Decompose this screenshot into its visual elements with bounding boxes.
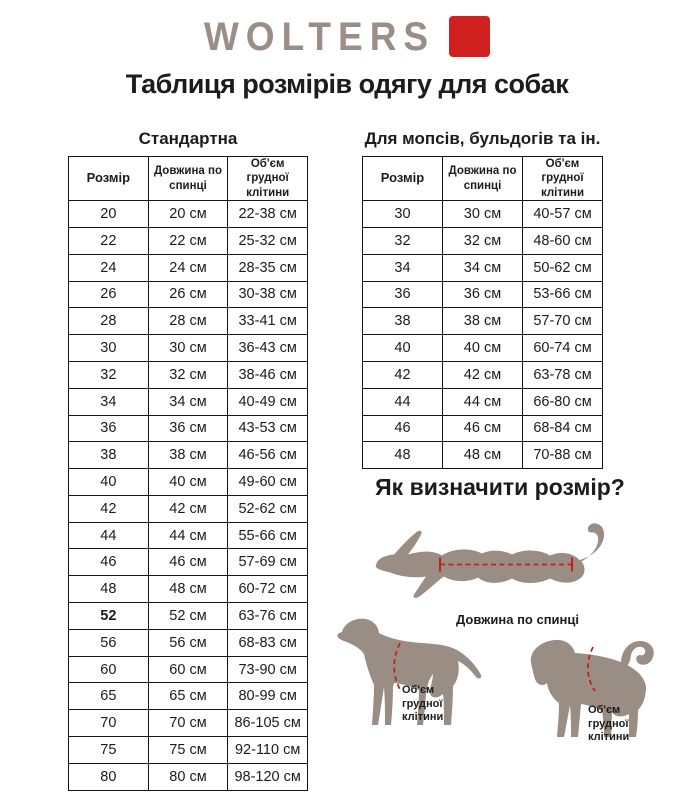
table-row xyxy=(363,442,603,469)
cell-size: 75 xyxy=(69,737,149,764)
cell-back-length: 32 см xyxy=(148,361,228,388)
cell-chest: 46-56 см xyxy=(228,442,308,469)
cell-back-length: 36 см xyxy=(148,415,228,442)
guide-title: Як визначити розмір? xyxy=(375,474,625,500)
table-row xyxy=(69,603,308,630)
cell-chest: 38-46 см xyxy=(228,361,308,388)
table-row xyxy=(69,683,308,710)
cell-size: 34 xyxy=(69,388,149,415)
cell-size: 80 xyxy=(69,763,149,790)
cell-chest: 33-41 см xyxy=(228,308,308,335)
cell-back-length: 22 см xyxy=(148,227,228,254)
table-row xyxy=(69,335,308,362)
cell-size: 34 xyxy=(363,254,443,281)
cell-size: 32 xyxy=(69,361,149,388)
cell-back-length: 34 см xyxy=(148,388,228,415)
cell-back-length: 38 см xyxy=(443,308,523,335)
cell-chest: 66-80 см xyxy=(523,388,603,415)
table-header-row xyxy=(69,157,308,201)
cell-chest: 63-78 см xyxy=(523,361,603,388)
cell-size: 38 xyxy=(363,308,443,335)
cell-chest: 36-43 см xyxy=(228,335,308,362)
dog-topview-silhouette-icon xyxy=(372,516,612,612)
table-header-row xyxy=(363,157,603,201)
header-size: Розмір xyxy=(69,157,149,201)
cell-back-length: 32 см xyxy=(443,227,523,254)
cell-size: 65 xyxy=(69,683,149,710)
cell-back-length: 36 см xyxy=(443,281,523,308)
cell-size: 42 xyxy=(69,495,149,522)
table-row xyxy=(69,576,308,603)
cell-back-length: 80 см xyxy=(148,763,228,790)
cell-size: 32 xyxy=(363,227,443,254)
cell-back-length: 26 см xyxy=(148,281,228,308)
cell-back-length: 46 см xyxy=(148,549,228,576)
header-back-length: Довжина по спинці xyxy=(148,157,228,201)
cell-back-length: 48 см xyxy=(443,442,523,469)
chest-label-line: клітини xyxy=(588,731,630,743)
table-row xyxy=(69,495,308,522)
header-chest: Об'єм грудної клітини xyxy=(228,157,308,201)
table-row xyxy=(69,469,308,496)
cell-back-length: 48 см xyxy=(148,576,228,603)
header-back-length: Довжина по спинці xyxy=(443,157,523,201)
table-row xyxy=(363,227,603,254)
cell-back-length: 44 см xyxy=(443,388,523,415)
cell-chest: 30-38 см xyxy=(228,281,308,308)
cell-size: 20 xyxy=(69,201,149,228)
table-row xyxy=(363,361,603,388)
brand-logo xyxy=(0,16,694,57)
cell-back-length: 70 см xyxy=(148,710,228,737)
cell-back-length: 44 см xyxy=(148,522,228,549)
brand-logo-text: WOLTERS xyxy=(203,14,436,59)
cell-size: 46 xyxy=(69,549,149,576)
table-row xyxy=(69,522,308,549)
pugs-size-table xyxy=(362,156,603,469)
cell-chest: 73-90 см xyxy=(228,656,308,683)
cell-size: 44 xyxy=(69,522,149,549)
cell-size: 46 xyxy=(363,415,443,442)
cell-back-length: 30 см xyxy=(148,335,228,362)
cell-chest: 25-32 см xyxy=(228,227,308,254)
cell-back-length: 28 см xyxy=(148,308,228,335)
cell-back-length: 20 см xyxy=(148,201,228,228)
cell-size: 42 xyxy=(363,361,443,388)
pugs-table-title: Для мопсів, бульдогів та ін. xyxy=(364,129,601,148)
table-row xyxy=(69,737,308,764)
cell-chest: 28-35 см xyxy=(228,254,308,281)
table-row xyxy=(69,281,308,308)
table-row xyxy=(69,549,308,576)
cell-chest: 49-60 см xyxy=(228,469,308,496)
cell-size: 26 xyxy=(69,281,149,308)
cell-chest: 80-99 см xyxy=(228,683,308,710)
cell-size: 30 xyxy=(363,201,443,228)
table-row xyxy=(69,656,308,683)
cell-back-length: 24 см xyxy=(148,254,228,281)
cell-chest: 52-62 см xyxy=(228,495,308,522)
cell-back-length: 42 см xyxy=(148,495,228,522)
cell-chest: 63-76 см xyxy=(228,603,308,630)
standard-table-title: Стандартна xyxy=(138,129,238,148)
table-row xyxy=(69,763,308,790)
cell-size: 40 xyxy=(363,335,443,362)
cell-chest: 98-120 см xyxy=(228,763,308,790)
cell-back-length: 34 см xyxy=(443,254,523,281)
cell-size: 36 xyxy=(69,415,149,442)
page-title: Таблиця розмірів одягу для собак xyxy=(125,69,569,99)
chest-volume-label xyxy=(402,684,443,725)
cell-size: 38 xyxy=(69,442,149,469)
cell-back-length: 60 см xyxy=(148,656,228,683)
table-row xyxy=(363,281,603,308)
header-chest: Об'єм грудної клітини xyxy=(523,157,603,201)
cell-chest: 50-62 см xyxy=(523,254,603,281)
cell-size: 56 xyxy=(69,629,149,656)
table-row xyxy=(363,335,603,362)
cell-chest: 86-105 см xyxy=(228,710,308,737)
table-row xyxy=(69,361,308,388)
cell-back-length: 65 см xyxy=(148,683,228,710)
cell-chest: 22-38 см xyxy=(228,201,308,228)
cell-size: 60 xyxy=(69,656,149,683)
cell-size: 30 xyxy=(69,335,149,362)
cell-chest: 68-83 см xyxy=(228,629,308,656)
cell-size: 48 xyxy=(363,442,443,469)
cell-back-length: 56 см xyxy=(148,629,228,656)
cell-chest: 60-72 см xyxy=(228,576,308,603)
cell-chest: 68-84 см xyxy=(523,415,603,442)
cell-back-length: 46 см xyxy=(443,415,523,442)
cell-size: 40 xyxy=(69,469,149,496)
table-row xyxy=(363,254,603,281)
table-row xyxy=(69,629,308,656)
chest-label-line: грудної xyxy=(588,717,629,730)
table-row xyxy=(363,415,603,442)
table-row xyxy=(69,254,308,281)
table-row xyxy=(69,308,308,335)
table-row xyxy=(69,201,308,228)
table-row xyxy=(363,388,603,415)
cell-chest: 43-53 см xyxy=(228,415,308,442)
cell-chest: 55-66 см xyxy=(228,522,308,549)
cell-size: 52 xyxy=(69,603,149,630)
cell-back-length: 30 см xyxy=(443,201,523,228)
cell-size: 24 xyxy=(69,254,149,281)
cell-size: 36 xyxy=(363,281,443,308)
cell-size: 28 xyxy=(69,308,149,335)
table-row xyxy=(363,201,603,228)
cell-back-length: 40 см xyxy=(148,469,228,496)
cell-size: 48 xyxy=(69,576,149,603)
cell-back-length: 42 см xyxy=(443,361,523,388)
table-row xyxy=(69,710,308,737)
cell-chest: 57-69 см xyxy=(228,549,308,576)
table-row xyxy=(69,442,308,469)
back-length-label: Довжина по спинці xyxy=(455,612,580,627)
chest-label-line: клітини xyxy=(402,711,444,723)
cell-back-length: 52 см xyxy=(148,603,228,630)
cell-back-length: 75 см xyxy=(148,737,228,764)
cell-chest: 92-110 см xyxy=(228,737,308,764)
chest-volume-label xyxy=(588,704,629,745)
table-row xyxy=(363,308,603,335)
cell-size: 44 xyxy=(363,388,443,415)
cell-back-length: 38 см xyxy=(148,442,228,469)
cell-size: 22 xyxy=(69,227,149,254)
standard-size-table xyxy=(68,156,308,791)
chest-label-line: грудної xyxy=(402,697,443,710)
cell-chest: 70-88 см xyxy=(523,442,603,469)
cell-back-length: 40 см xyxy=(443,335,523,362)
cell-chest: 40-57 см xyxy=(523,201,603,228)
cell-chest: 48-60 см xyxy=(523,227,603,254)
cell-size: 70 xyxy=(69,710,149,737)
table-row xyxy=(69,227,308,254)
table-row xyxy=(69,388,308,415)
cell-chest: 57-70 см xyxy=(523,308,603,335)
brand-red-square-icon xyxy=(449,16,490,57)
chest-label-line: Об'єм xyxy=(588,704,621,716)
cell-chest: 60-74 см xyxy=(523,335,603,362)
cell-chest: 53-66 см xyxy=(523,281,603,308)
table-row xyxy=(69,415,308,442)
chest-label-line: Об'єм xyxy=(402,684,435,696)
header-size: Розмір xyxy=(363,157,443,201)
cell-chest: 40-49 см xyxy=(228,388,308,415)
